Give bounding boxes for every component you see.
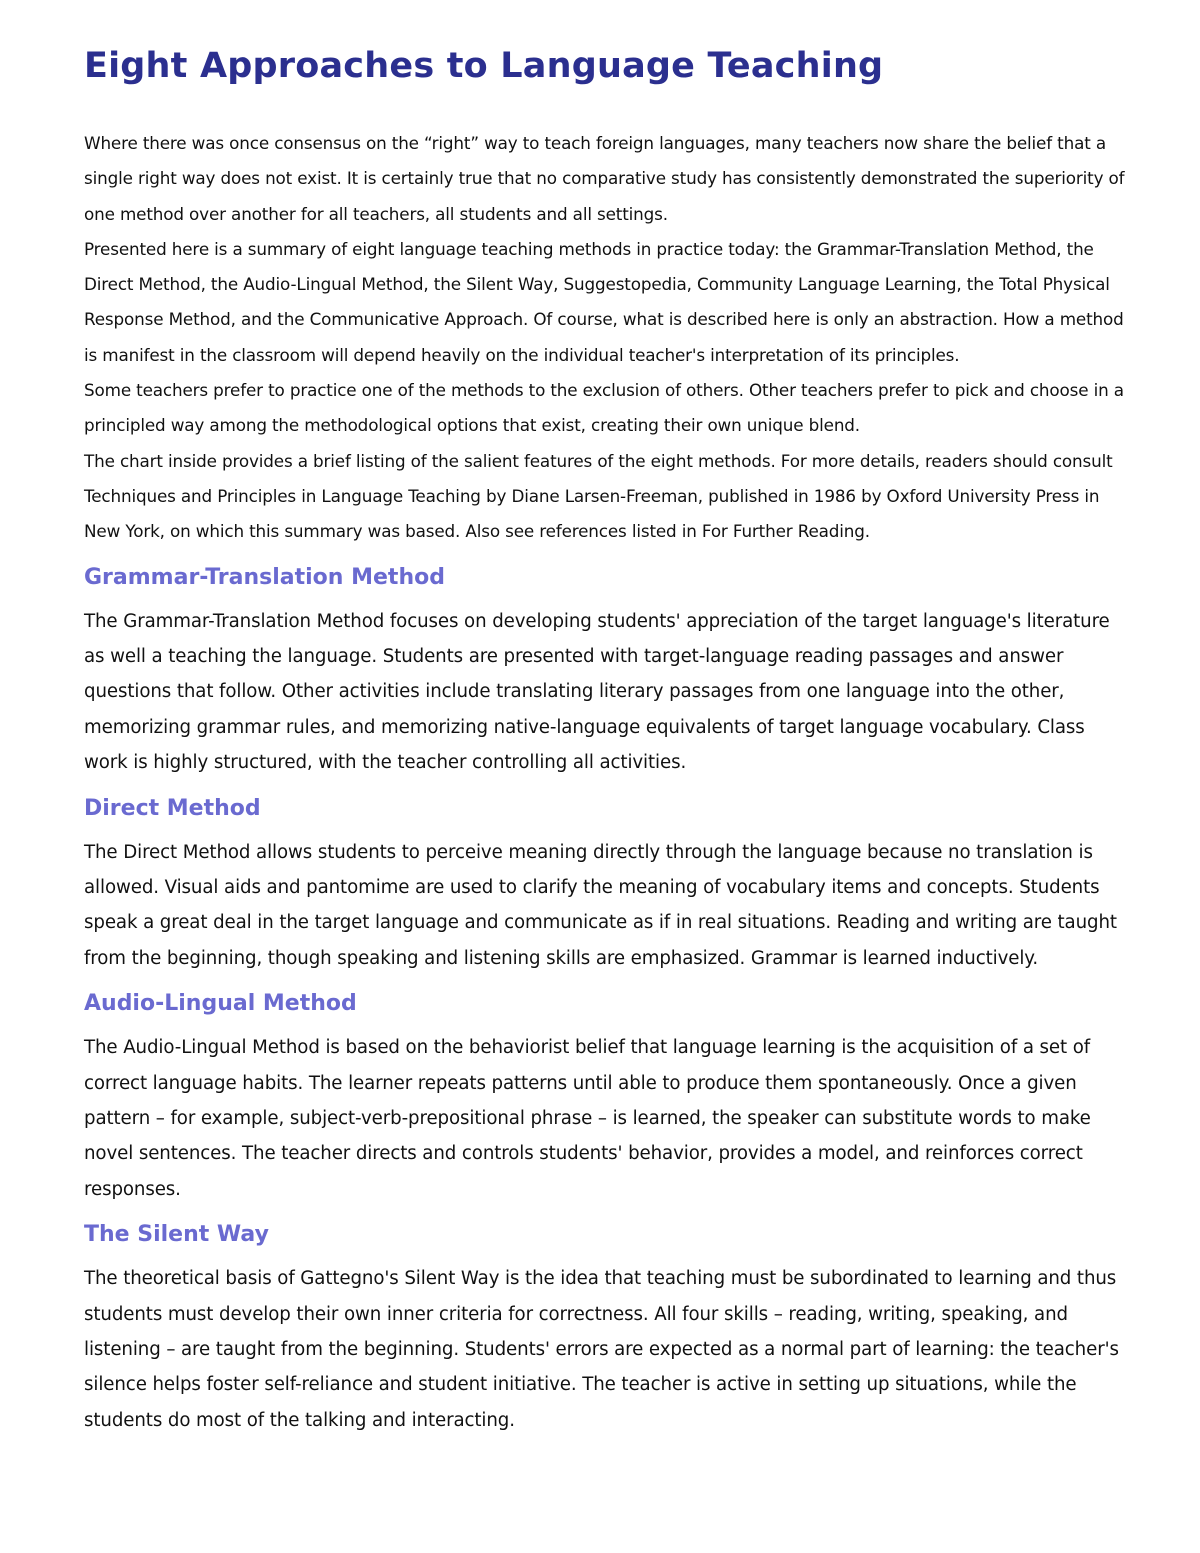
section-body: The Direct Method allows students to perceive meaning directly through the language because no translation is allowed. Visual aids and pantomime are used to clarify the meaning of vocabulary items and concepts. Students speak a great deal in the target language and communicate as if in real situations. Reading and writing are taught from the beginning, though speaking and listening skills are emphasized. Grammar is learned inductively. [84,841,1117,969]
section-direct-method [84,781,1132,977]
section-heading: Audio-Lingual Method [84,991,357,1017]
intro-paragraph: Some teachers prefer to practice one of the methods to the exclusion of others. Other teachers prefer to pick and choose in a principled way among the methodological options that exist, creating their own unique blend. [84,380,1124,436]
intro-paragraph: Presented here is a summary of eight language teaching methods in practice today: the Grammar-Translation Method, the Direct Method, the Audio-Lingual Method, the Silent Way, Suggestopedia, Community Language Learning, the Total Physical Response Method, and the Communicative Approach. Of course, what is described here is only an abstraction. How a method is manifest in the classroom will depend heavily on the individual teacher's interpretation of its principles. [84,238,1124,365]
document-title: Eight Approaches to Language Teaching [84,46,884,86]
section-heading: Grammar-Translation Method [84,564,445,590]
section-silent-way [84,1207,1132,1438]
section-audio-lingual [84,976,1132,1207]
intro-paragraph: Where there was once consensus on the “right” way to teach foreign languages, many teachers now share the belief that a single right way does not exist. It is certainly true that no comparative study has consistently demonstrated the superiority of one method over another for all teachers, all students and all settings. [84,133,1125,224]
section-grammar-translation [84,550,1132,781]
section-heading: Direct Method [84,795,261,821]
section-body: The Grammar-Translation Method focuses on developing students' appreciation of the target language's literature as well a teaching the language. Students are presented with target-language reading passages and answer questions that follow. Other activities include translating literary passages from one language into the other, memorizing grammar rules, and memorizing native-language equivalents of target language vocabulary. Class work is highly structured, with the teacher controlling all activities. [84,610,1110,774]
section-heading: The Silent Way [84,1222,269,1248]
intro [84,126,1132,550]
document-page [84,38,1132,1438]
intro-paragraph: The chart inside provides a brief listing of the salient features of the eight methods. For more details, readers should consult Techniques and Principles in Language Teaching by Diane Larsen-Freeman, published in 1986 by Oxford University Press in New York, on which this summary was based. Also see references listed in For Further Reading. [84,450,1113,542]
section-body: The theoretical basis of Gattegno's Silent Way is the idea that teaching must be subordinated to learning and thus students must develop their own inner criteria for correctness. All four skills – reading, writing, speaking, and listening – are taught from the beginning. Students' errors are expected as a normal part of learning: the teacher's silence helps foster self-reliance and student initiative. The teacher is active in setting up situations, while the students do most of the talking and interacting. [84,1268,1119,1431]
section-body: The Audio-Lingual Method is based on the behaviorist belief that language learning is the acquisition of a set of correct language habits. The learner repeats patterns until able to produce them spontaneously. Once a given pattern – for example, subject-verb-prepositional phrase – is learned, the speaker can substitute words to make novel sentences. The teacher directs and controls students' behavior, provides a model, and reinforces correct responses. [84,1037,1091,1200]
